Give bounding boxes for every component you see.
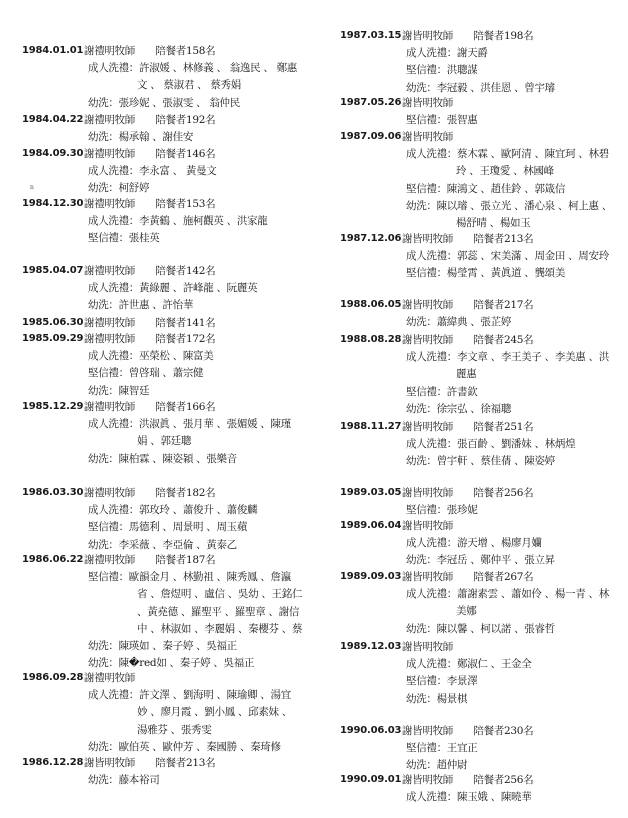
record-detail-line: 中 、林淑如 、李麗娟 、秦櫻芬 、蔡 (137, 622, 303, 635)
record-detail-line: 成人洗禮：郭蕊 、宋美滿 、周金田 、周安玲 (406, 250, 609, 263)
record-detail-line: 堅信禮：張珍妮 (406, 504, 478, 517)
record-detail-line: 成人洗禮：謝天爵 (406, 47, 488, 60)
record-pastor-line: 謝皆明牧師 陪餐者217名 (402, 299, 534, 311)
record-detail-line: 幼洗：趙仲尉 (406, 759, 468, 772)
record-date: 1986.09.28 (22, 672, 84, 683)
record-date: 1984.04.22 (22, 114, 84, 125)
record-date: 1989.03.05 (340, 487, 402, 498)
record-pastor-line: 謝皆明牧師 (402, 131, 453, 143)
record-detail-line: 成人洗禮：鄭淑仁 、王金全 (406, 658, 532, 671)
record-detail-line: 幼洗：許世惠 、許怡華 (88, 299, 194, 312)
record-pastor-line: 謝禮明牧師 (84, 672, 135, 684)
record-detail-line: 幼洗：陳�red如 、秦子婷 、吳福正 (88, 657, 255, 670)
record-date: 1988.08.28 (340, 334, 402, 345)
record-detail-line: 幼洗：李采薇 、李亞倫 、黃泰乙 (88, 538, 237, 551)
record-detail-line: 幼洗：張珍妮 、張淑雯 、 翁仲民 (88, 96, 240, 109)
record-pastor-line: 謝禮明牧師 陪餐者166名 (84, 401, 216, 413)
record-detail-line: 成人洗禮：洪淑眞 、張月華 、張媚媛 、陳瑾 (88, 418, 291, 431)
record-pastor-line: 謝禮明牧師 陪餐者182名 (84, 487, 216, 499)
record-date: 1984.12.30 (22, 198, 84, 209)
record-detail-line: 幼洗：楊承翰 、謝佳安 (88, 131, 194, 144)
record-detail-line: 堅信禮：馬德利 、周景明 、周玉蘋 (88, 521, 248, 534)
record-detail-line: 堅信禮：洪聰謀 (406, 64, 478, 77)
record-pastor-line: 謝皆明牧師 陪餐者213名 (402, 233, 534, 245)
record-date: 1984.01.01 (22, 45, 84, 56)
record-detail-line: 麗惠 (456, 368, 477, 381)
record-detail-line: 堅信禮：陳鴻文 、趙佳鈴 、郭箴信 (406, 182, 566, 195)
record-pastor-line: 謝禮明牧師 陪餐者187名 (84, 554, 216, 566)
record-pastor-line: 謝禮明牧師 陪餐者192名 (84, 114, 216, 126)
record-pastor-line: 謝禮明牧師 陪餐者158名 (84, 45, 216, 57)
record-detail-line: 成人洗禮：李文章 、李王美子 、李美惠 、洪 (406, 351, 609, 364)
record-date: 1985.12.29 (22, 401, 84, 412)
record-detail-line: 幼洗：陳瑛如 、秦子婷 、吳福正 (88, 640, 237, 652)
record-date: 1986.03.30 (22, 487, 84, 498)
record-detail-line: 成人洗禮：黃綠麗 、許峰龍 、阮麗英 (88, 282, 258, 295)
record-detail-line: 堅信禮：曾啓瑞 、蕭宗健 (88, 367, 204, 380)
record-pastor-line: 謝皆明牧師 陪餐者230名 (402, 725, 534, 737)
record-date: 1984.09.30 (22, 148, 84, 159)
record-date: 1987.03.15 (340, 30, 402, 41)
record-detail-line: 幼洗：蕭緯典 、張芷婷 (406, 316, 512, 329)
record-pastor-line: 謝禮明牧師 陪餐者146名 (84, 148, 216, 160)
record-pastor-line: 謝皆明牧師 (402, 641, 453, 653)
record-date: 1985.09.29 (22, 333, 84, 344)
record-detail-line: 成人洗禮：李永富 、 黃曼文 (88, 165, 217, 178)
record-detail-line: 文 、 蔡淑君 、 蔡秀娟 (137, 79, 241, 92)
record-detail-line: 堅信禮：歐韻金月 、林勤祖 、陳秀鳳 、詹瀛 (88, 571, 291, 584)
record-detail-line: 堅信禮：李景澤 (406, 675, 478, 688)
stray-mark: n (30, 184, 34, 191)
record-detail-line: 堅信禮：張桂英 (88, 232, 160, 245)
record-date: 1987.05.26 (340, 97, 402, 108)
record-pastor-line: 謝禮明牧師 陪餐者142名 (84, 265, 216, 277)
record-detail-line: 妙 、廖月霞 、劉小鳳 、邱素妹 、 (137, 706, 292, 719)
record-detail-line: 玲 、王瓊愛 、林國峰 (456, 165, 554, 178)
record-pastor-line: 謝皆明牧師 陪餐者256名 (402, 774, 534, 786)
record-detail-line: 幼洗：李冠毅 、洪佳恩 、曾宇璿 (406, 81, 555, 94)
record-detail-line: 幼洗：陳柏霖 、陳姿穎 、張樂音 (88, 452, 237, 465)
record-detail-line: 成人洗禮：許淑媛 、林修義 、 翁逸民 、 鄭惠 (88, 62, 297, 75)
record-pastor-line: 謝皆明牧師 陪餐者256名 (402, 487, 534, 499)
record-pastor-line: 謝皆明牧師 陪餐者267名 (402, 571, 534, 583)
record-detail-line: 幼洗：陳以璿 、張立光 、潘心泉 、柯上惠 、 (406, 199, 612, 212)
record-detail-line: 、黃堯德 、羅聖平 、羅聖章 、謝信 (137, 605, 300, 618)
record-detail-line: 幼洗：楊景棋 (406, 692, 468, 705)
record-detail-line: 成人洗禮：陳玉娥 、陳曉華 (406, 791, 532, 804)
record-date: 1989.12.03 (340, 641, 402, 652)
record-date: 1986.12.28 (22, 757, 84, 768)
record-detail-line: 娟 、郭廷聰 (137, 435, 192, 448)
record-detail-line: 成人洗禮：李黃鶴 、施柯觀英 、洪家龍 (88, 215, 268, 228)
record-date: 1988.11.27 (340, 421, 402, 432)
record-date: 1985.04.07 (22, 265, 84, 276)
record-detail-line: 成人洗禮：巫榮松 、陳富美 (88, 350, 214, 363)
record-detail-line: 幼洗：藤本裕司 (88, 774, 160, 787)
record-detail-line: 堅信禮：楊瑩霄 、黃眞道 、龔頌美 (406, 267, 566, 280)
record-pastor-line: 謝皆明牧師 陪餐者198名 (402, 30, 534, 42)
record-date: 1987.12.06 (340, 233, 402, 244)
record-date: 1990.06.03 (340, 725, 402, 736)
record-pastor-line: 謝皆明牧師 (402, 97, 453, 109)
record-detail-line: 幼洗：柯舒婷 (88, 182, 150, 195)
record-pastor-line: 謝皆明牧師 陪餐者245名 (402, 334, 534, 346)
record-detail-line: 成人洗禮：蕭謝素雲 、蕭如伶 、楊一青 、林 (406, 588, 609, 601)
record-date: 1986.06.22 (22, 554, 84, 565)
record-date: 1989.09.03 (340, 571, 402, 582)
record-date: 1990.09.01 (340, 774, 402, 785)
record-pastor-line: 謝禮明牧師 陪餐者153名 (84, 198, 216, 210)
record-pastor-line: 謝禮明牧師 陪餐者172名 (84, 333, 216, 345)
record-detail-line: 成人洗禮：許文澤 、劉海明 、陳瑜卿 、湯宜 (88, 689, 291, 702)
record-detail-line: 幼洗：歐伯英 、歐仲芳 、秦國勝 、秦琦修 (88, 740, 281, 753)
record-detail-line: 堅信禮：許書欽 (406, 385, 478, 398)
record-detail-line: 幼洗：徐宗弘 、徐福聰 (406, 402, 512, 415)
record-detail-line: 成人洗禮：蔡木霖 、歐阿清 、陳宜珂 、林碧 (406, 148, 609, 161)
record-date: 1988.06.05 (340, 299, 402, 310)
record-date: 1985.06.30 (22, 317, 84, 328)
record-detail-line: 堅信禮：王宜正 (406, 742, 478, 755)
record-detail-line: 堅信禮：張智惠 (406, 114, 478, 127)
record-detail-line: 幼洗：陳智廷 (88, 384, 150, 397)
record-pastor-line: 謝皆明牧師 陪餐者213名 (84, 757, 216, 769)
record-detail-line: 楊舒晴 、楊如玉 (456, 217, 531, 229)
record-pastor-line: 謝皆明牧師 陪餐者251名 (402, 421, 534, 433)
record-detail-line: 成人洗禮：游天增 、楊廖月孏 (406, 537, 542, 550)
record-date: 1989.06.04 (340, 520, 402, 531)
record-detail-line: 省 、詹煜明 、盧信 、吳幼 、王銘仁 (137, 588, 303, 601)
record-detail-line: 幼洗：陳以馨 、柯以諾 、張睿哲 (406, 622, 555, 635)
record-detail-line: 成人洗禮：張百齡 、劉潘妹 、林炳煌 (406, 438, 576, 451)
record-detail-line: 幼洗：李冠岳 、鄭仲平 、張立昇 (406, 554, 555, 567)
record-pastor-line: 謝皆明牧師 (402, 520, 453, 532)
record-detail-line: 湯雅芬 、張秀雯 (137, 723, 212, 736)
record-date: 1987.09.06 (340, 131, 402, 142)
record-detail-line: 美娜 (456, 605, 477, 618)
record-detail-line: 幼洗：曾宇軒 、蔡佳蒨 、陳姿婷 (406, 455, 555, 468)
record-detail-line: 成人洗禮：郭玫玲 、蕭俊升 、蕭俊麟 (88, 504, 258, 517)
record-pastor-line: 謝禮明牧師 陪餐者141名 (84, 317, 216, 329)
